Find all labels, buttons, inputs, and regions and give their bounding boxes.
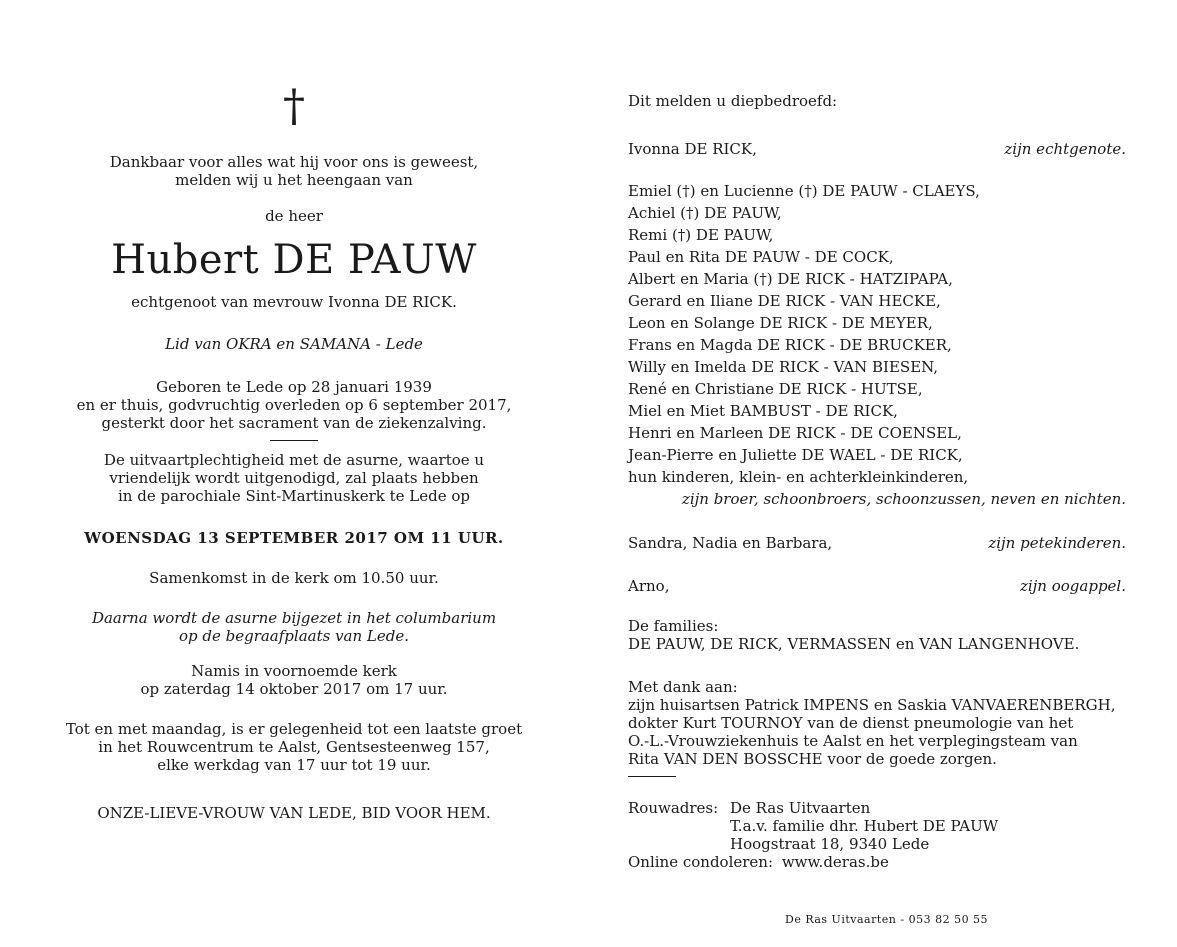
- list-item: Achiel (†) DE PAUW,: [628, 204, 782, 222]
- title-text: de heer: [265, 207, 323, 225]
- address-label: Rouwadres:: [628, 799, 719, 817]
- divider: [628, 776, 676, 777]
- list-item: hun kinderen, klein- en achterkleinkinderen,: [628, 468, 969, 486]
- address-block: [628, 799, 1126, 853]
- spouse-text: echtgenoot van mevrouw Ivonna DE RICK.: [131, 293, 457, 311]
- wife-row: Ivonna DE RICK, zijn echtgenote.: [628, 140, 1126, 158]
- visitation-text: Tot en met maandag, is er gelegenheid tot een laatste groet in het Rouwcentrum te Aalst, Gentsesteenweg 157, elke werkdag van 17 uur tot 19 uur.: [65, 720, 523, 774]
- list-item: Albert en Maria (†) DE RICK - HATZIPAPA,: [628, 270, 953, 288]
- list-item: Paul en Rita DE PAUW - DE COCK,: [628, 248, 894, 266]
- online-link[interactable]: www.deras.be: [781, 853, 889, 871]
- deceased-name: Hubert DE PAUW: [111, 237, 477, 283]
- columbarium-text: Daarna wordt de asurne bijgezet in het columbarium op de begraafplaats van Lede.: [91, 609, 497, 645]
- cross-icon: †: [283, 81, 305, 132]
- list-item: Henri en Marleen DE RICK - DE COENSEL,: [628, 424, 962, 442]
- siblings-relation: zijn broer, schoonbroers, schoonzussen, neven en nichten.: [681, 490, 1126, 508]
- address-line: De Ras Uitvaarten: [730, 799, 871, 817]
- list-item: Leon en Solange DE RICK - DE MEYER,: [628, 314, 933, 332]
- grandchild-row: Arno, zijn oogappel.: [628, 577, 1126, 595]
- list-item: Jean-Pierre en Juliette DE WAEL - DE RICK,: [628, 446, 963, 464]
- family-heading: Dit melden u diepbedroefd:: [628, 92, 838, 110]
- siblings-list: [628, 180, 1126, 510]
- address-line: T.a.v. familie dhr. Hubert DE PAUW: [730, 817, 999, 835]
- thanks-block: Met dank aan: zijn huisartsen Patrick IMPENS en Saskia VANVAERENBERGH, dokter Kurt TOURNOY van de dienst pneumologie van het O.-L.-Vrouwziekenhuis te Aalst en het verplegingsteam van Rita VAN DEN BOSSCHE voor de goede zorgen.: [628, 678, 1116, 768]
- list-item: Remi (†) DE PAUW,: [628, 226, 774, 244]
- address-line: Hoogstraat 18, 9340 Lede: [730, 835, 930, 853]
- list-item: Emiel (†) en Lucienne (†) DE PAUW - CLAEYS,: [628, 182, 980, 200]
- divider: [270, 440, 318, 441]
- list-item: Willy en Imelda DE RICK - VAN BIESEN,: [628, 358, 939, 376]
- ceremony-text: De uitvaartplechtigheid met de asurne, waartoe u vriendelijk wordt uitgenodigd, zal plaats hebben in de parochiale Sint-Martinuskerk te Lede op: [103, 451, 485, 505]
- godchildren-row: Sandra, Nadia en Barbara, zijn petekinderen.: [628, 534, 1126, 552]
- namis-text: Namis in voornoemde kerk op zaterdag 14 oktober 2017 om 17 uur.: [140, 662, 448, 698]
- intro-text: Dankbaar voor alles wat hij voor ons is geweest, melden wij u het heengaan van: [109, 153, 479, 189]
- family-column: [628, 90, 1126, 871]
- list-item: Gerard en Iliane DE RICK - VAN HECKE,: [628, 292, 941, 310]
- prayer-text: ONZE-LIEVE-VROUW VAN LEDE, BID VOOR HEM.: [97, 804, 491, 822]
- membership-text: Lid van OKRA en SAMANA - Lede: [165, 335, 423, 353]
- footer-text: De Ras Uitvaarten - 053 82 50 55: [785, 913, 989, 926]
- announcement-column: [55, 81, 533, 822]
- birth-death-text: Geboren te Lede op 28 januari 1939 en er thuis, godvruchtig overleden op 6 september 2017, gesterkt door het sacrament van de ziekenzalving.: [76, 378, 512, 432]
- list-item: René en Christiane DE RICK - HUTSE,: [628, 380, 923, 398]
- list-item: Miel en Miet BAMBUST - DE RICK,: [628, 402, 898, 420]
- gathering-text: Samenkomst in de kerk om 10.50 uur.: [149, 569, 439, 587]
- families-block: De families: DE PAUW, DE RICK, VERMASSEN en VAN LANGENHOVE.: [628, 617, 1080, 653]
- online-condolence: Online condoleren: www.deras.be: [628, 853, 889, 871]
- ceremony-date: WOENSDAG 13 SEPTEMBER 2017 OM 11 UUR.: [84, 529, 504, 547]
- list-item: Frans en Magda DE RICK - DE BRUCKER,: [628, 336, 952, 354]
